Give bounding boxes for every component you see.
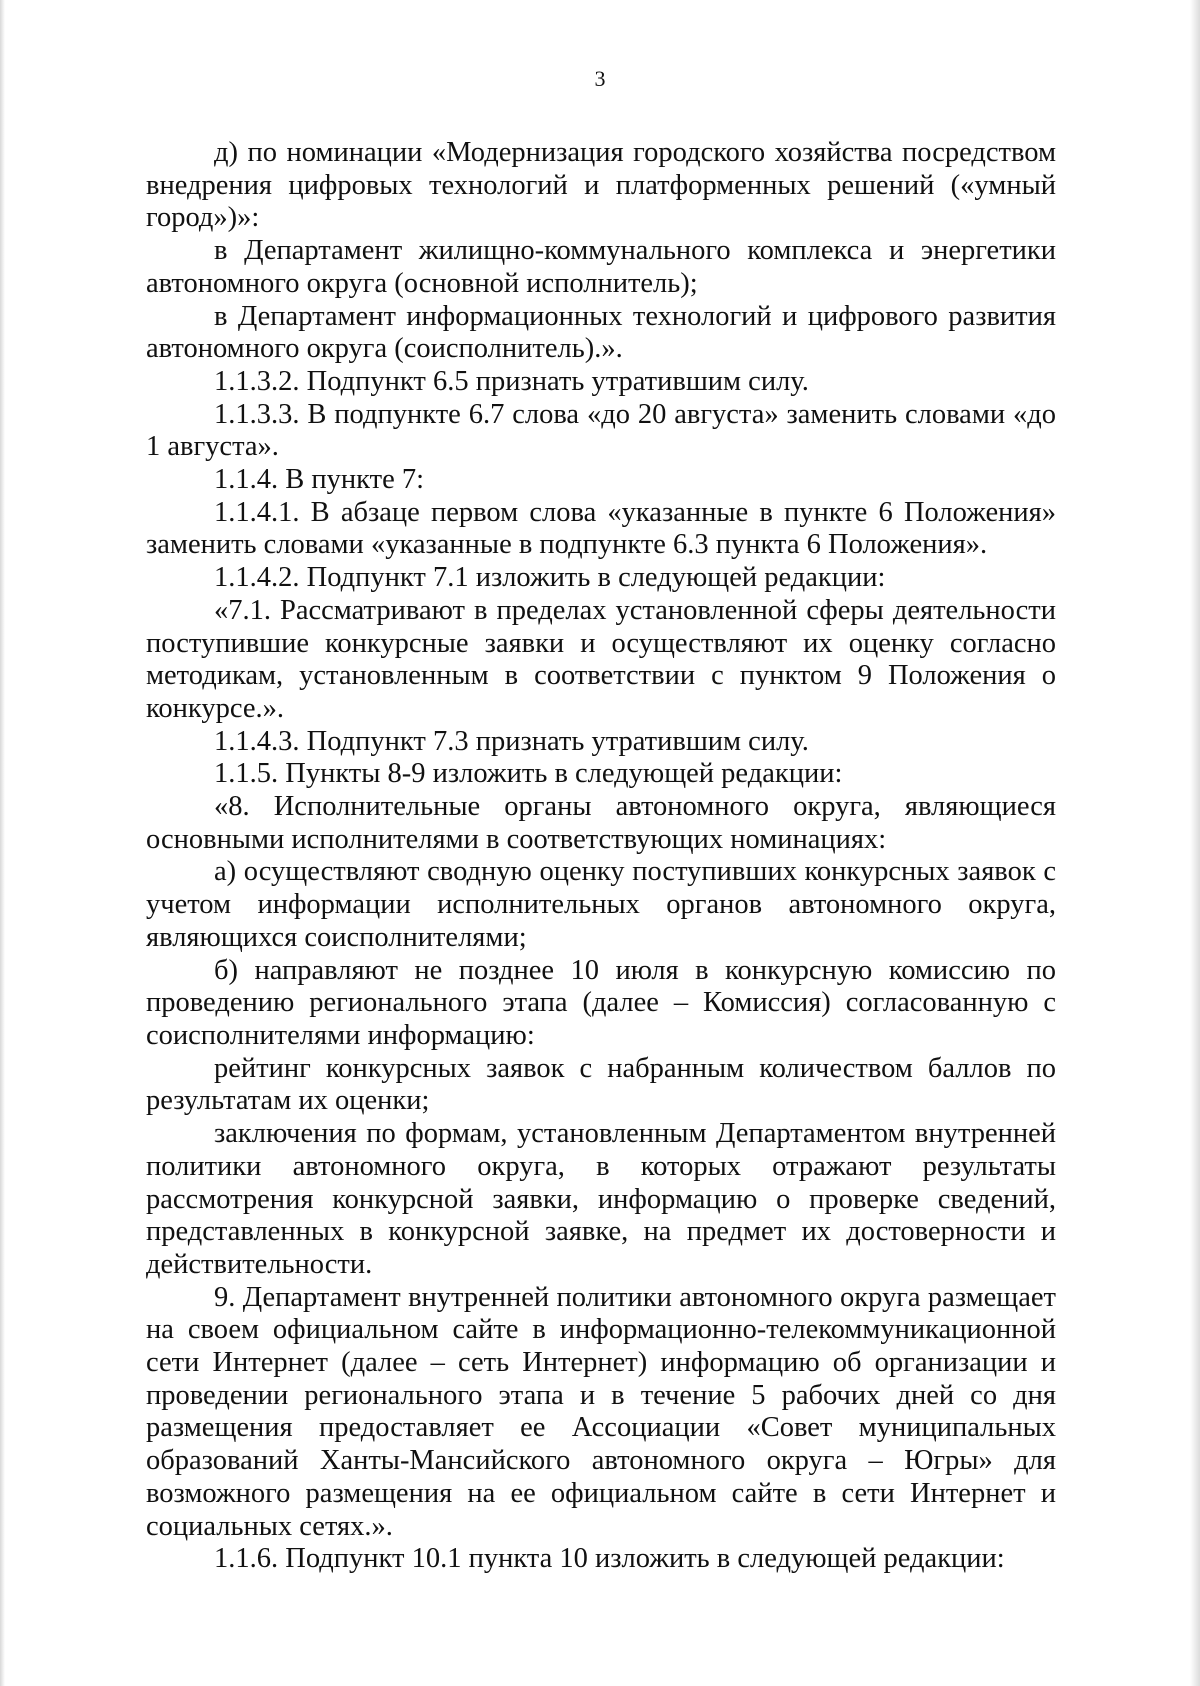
paragraph: «8. Исполнительные органы автономного округа, являющиеся основными исполнителями в соответствующих номинациях: — [146, 791, 1056, 855]
paragraph: 1.1.3.2. Подпункт 6.5 признать утратившим силу. — [214, 365, 809, 397]
paragraph: заключения по формам, установленным Департаментом внутренней политики автономного округа, в которых отражают результаты рассмотрения конкурсной заявки, информацию о проверке сведений, представленных в конкурсной заявке, на предмет их достоверности и действительности. — [146, 1118, 1056, 1280]
paragraph: 1.1.4.3. Подпункт 7.3 признать утратившим силу. — [214, 725, 809, 757]
paragraph: 9. Департамент внутренней политики автономного округа размещает на своем официальном сайте в информационно-телекоммуникационной сети Интернет (далее – сеть Интернет) информацию об организации и проведении регионального этапа и в течение 5 рабочих дней со дня размещения предоставляет ее Ассоциации «Совет муниципальных образований Ханты-Мансийского автономного округа – Югры» для возможного размещения на ее официальном сайте в сети Интернет и социальных сетях.». — [146, 1281, 1056, 1542]
paragraph: в Департамент жилищно-коммунального комплекса и энергетики автономного округа (основной исполнитель); — [146, 235, 1056, 299]
paragraph: 1.1.5. Пункты 8-9 изложить в следующей редакции: — [214, 758, 843, 790]
paragraph: в Департамент информационных технологий и цифрового развития автономного округа (соисполнитель).». — [146, 300, 1056, 365]
paragraph: рейтинг конкурсных заявок с набранным количеством баллов по результатам их оценки; — [146, 1052, 1056, 1117]
paragraph: б) направляют не позднее 10 июля в конкурсную комиссию по проведению регионального этапа (далее – Комиссия) согласованную с соисполнителями информацию: — [146, 954, 1056, 1051]
paragraph: 1.1.6. Подпункт 10.1 пункта 10 изложить в следующей редакции: — [214, 1543, 1005, 1575]
document-body — [146, 137, 1056, 1576]
page-number: 3 — [594, 66, 606, 91]
paragraph: д) по номинации «Модернизация городского хозяйства посредством внедрения цифровых технологий и платформенных решений («умный город»)»: — [146, 137, 1056, 234]
scan-edge-left — [0, 0, 5, 1686]
paragraph: 1.1.3.3. В подпункте 6.7 слова «до 20 августа» заменить словами «до 1 августа». — [146, 398, 1056, 463]
paragraph: 1.1.4. В пункте 7: — [214, 464, 425, 496]
scan-edge-right — [1190, 0, 1200, 1686]
paragraph: 1.1.4.2. Подпункт 7.1 изложить в следующей редакции: — [214, 562, 886, 594]
paragraph: «7.1. Рассматривают в пределах установленной сферы деятельности поступившие конкурсные заявки и осуществляют их оценку согласно методикам, установленным в соответствии с пунктом 9 Положения о конкурсе.». — [146, 594, 1056, 724]
paragraph: а) осуществляют сводную оценку поступивших конкурсных заявок с учетом информации исполнительных органов автономного округа, являющихся соисполнителями; — [146, 856, 1056, 953]
paragraph: 1.1.4.1. В абзаце первом слова «указанные в пункте 6 Положения» заменить словами «указанные в подпункте 6.3 пункта 6 Положения». — [146, 496, 1056, 561]
